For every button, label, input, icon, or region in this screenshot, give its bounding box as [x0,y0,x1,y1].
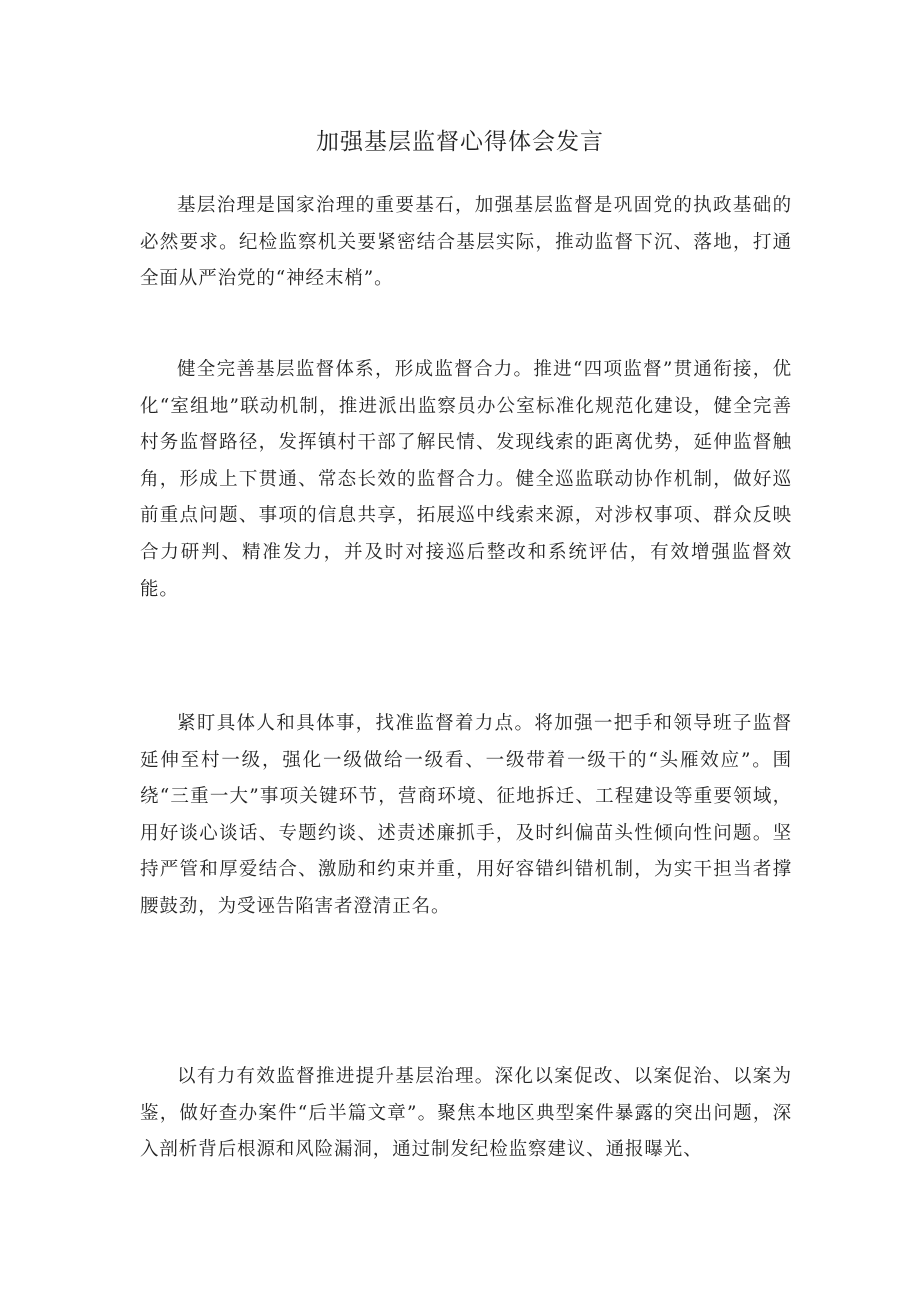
paragraph-governance: 以有力有效监督推进提升基层治理。深化以案促改、以案促治、以案为鉴，做好查办案件“后半篇文章”。聚焦本地区典型案件暴露的突出问题，深入剖析背后根源和风险漏洞，通过制发纪检监察建议、通报曝光、 [140,1066,792,1161]
paragraph-focus-points: 紧盯具体人和具体事，找准监督着力点。将加强一把手和领导班子监督延伸至村一级，强化一级做给一级看、一级带着一级干的“头雁效应”。围绕“三重一大”事项关键环节，营商环境、征地拆迁、工程建设等重要领域，用好谈心谈话、专题约谈、述责述廉抓手，及时纠偏苗头性倾向性问题。坚持严管和厚爱结合、激励和约束并重，用好容错纠错机制，为实干担当者撑腰鼓劲，为受诬告陷害者澄清正名。 [140,713,792,917]
paragraph-intro: 基层治理是国家治理的重要基石，加强基层监督是巩固党的执政基础的必然要求。纪检监察机关要紧密结合基层实际，推动监督下沉、落地，打通全面从严治党的“神经末梢”。 [140,195,792,290]
paragraph-supervision-system: 健全完善基层监督体系，形成监督合力。推进“四项监督”贯通衔接，优化“室组地”联动机制，推进派出监察员办公室标准化规范化建设，健全完善村务监督路径，发挥镇村干部了解民情、发现线索的距离优势，延伸监督触角，形成上下贯通、常态长效的监督合力。健全巡监联动协作机制，做好巡前重点问题、事项的信息共享，拓展巡中线索来源，对涉权事项、群众反映合力研判、精准发力，并及时对接巡后整改和系统评估，有效增强监督效能。 [140,359,792,600]
document-title: 加强基层监督心得体会发言 [316,129,604,155]
